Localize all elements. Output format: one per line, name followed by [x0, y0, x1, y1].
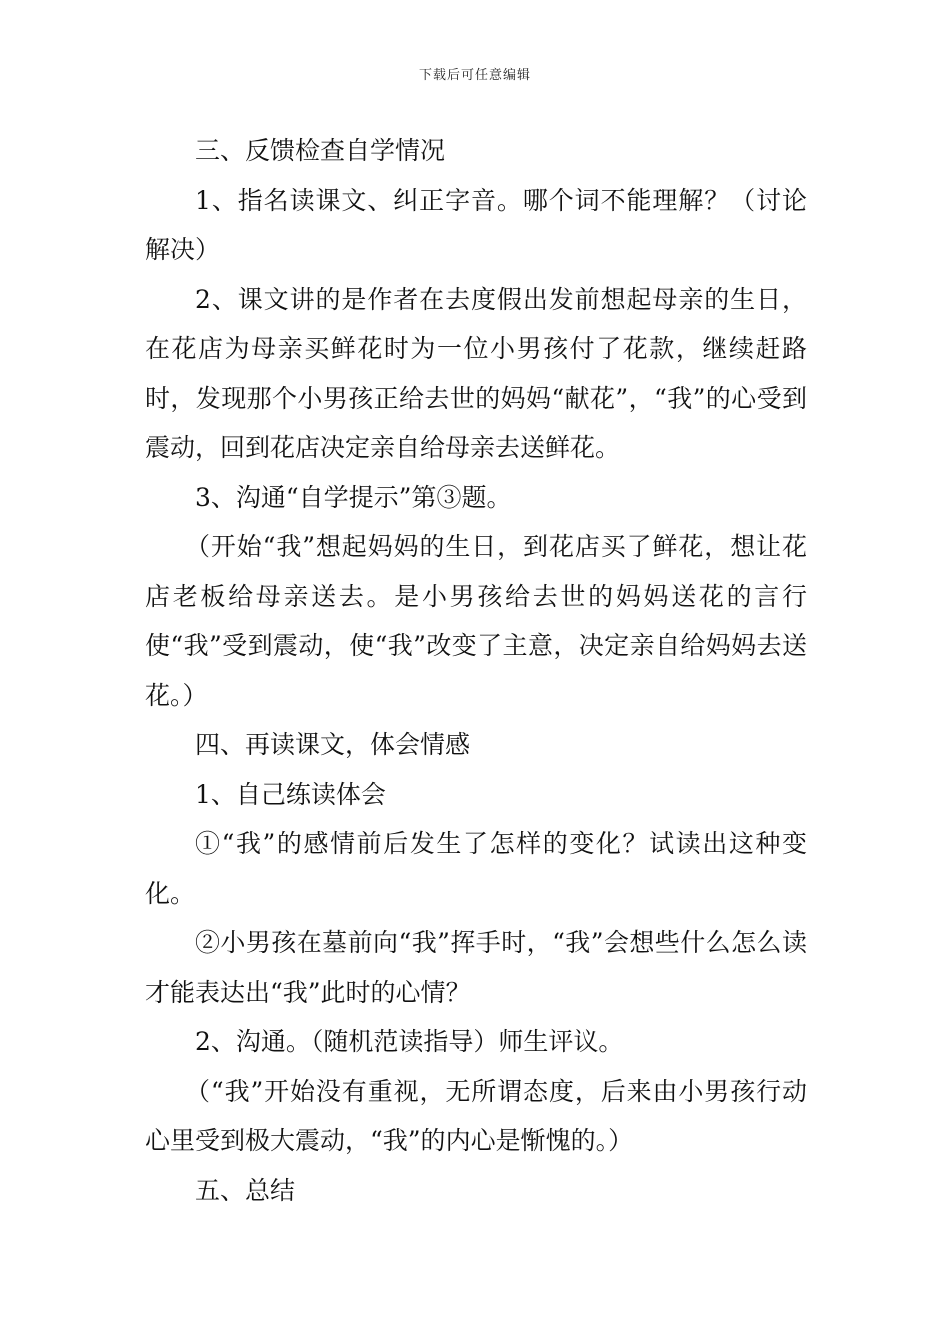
paragraph: （“我”开始没有重视，无所谓态度，后来由小男孩行动心里受到极大震动，“我”的内心是惭愧的。） — [145, 1076, 807, 1155]
page-header: 下载后可任意编辑 — [418, 68, 531, 83]
paragraph: 2、沟通。（随机范读指导）师生评议。 — [195, 1027, 624, 1056]
section-heading-5: 五、总结 — [195, 1175, 296, 1205]
paragraph: （开始“我”想起妈妈的生日，到花店买了鲜花，想让花店老板给母亲送去。是小男孩给去世的妈妈送花的言行使“我”受到震动，使“我”改变了主意，决定亲自给妈妈去送花。） — [145, 532, 807, 710]
paragraph: ①“我”的感情前后发生了怎样的变化？试读出这种变化。 — [145, 829, 807, 908]
paragraph: 3、沟通“自学提示”第③题。 — [195, 482, 512, 512]
section-heading-4: 四、再读课文，体会情感 — [195, 730, 471, 759]
paragraph: 1、自己练读体会 — [195, 779, 386, 809]
paragraph: ②小男孩在墓前向“我”挥手时，“我”会想些什么怎么读才能表达出“我”此时的心情？ — [145, 928, 807, 1007]
paragraph: 1、指名读课文、纠正字音。哪个词不能理解？（讨论解决） — [145, 185, 807, 264]
section-heading-3: 三、反馈检查自学情况 — [195, 136, 446, 165]
document-body — [145, 126, 807, 1215]
paragraph: 2、课文讲的是作者在去度假出发前想起母亲的生日，在花店为母亲买鲜花时为一位小男孩付了花款，继续赶路时，发现那个小男孩正给去世的妈妈“献花”，“我”的心受到震动，回到花店决定亲自给母亲去送鲜花。 — [145, 284, 807, 462]
